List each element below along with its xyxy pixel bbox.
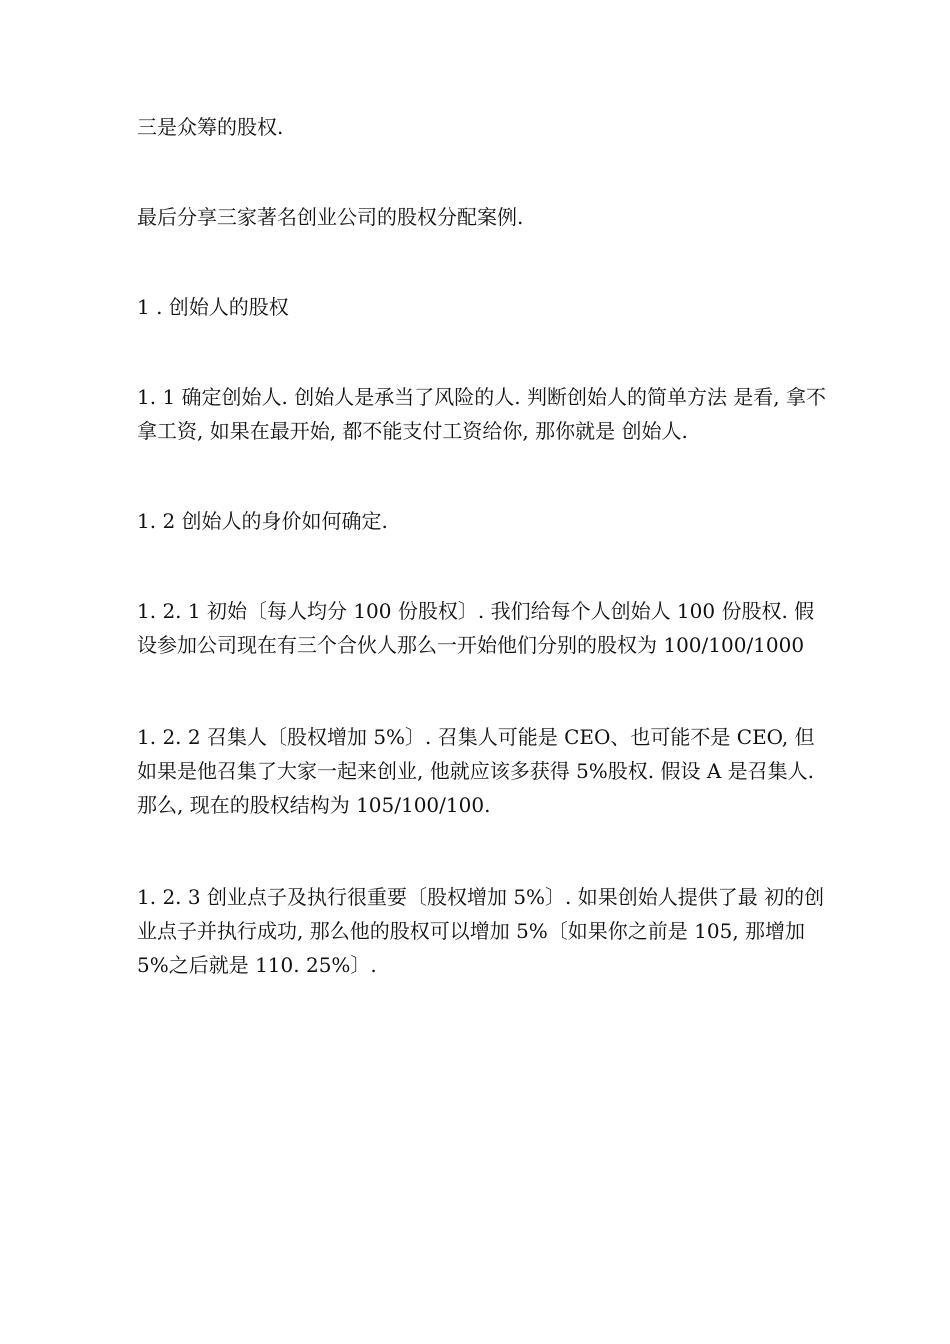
paragraph-idea-execution-bonus: 1. 2. 3 创业点子及执行很重要〔股权增加 5%〕. 如果创始人提供了最 初的创业点子并执行成功, 那么他的股权可以增加 5%〔如果你之前是 105, 那增加 5%之后就是 110. 25%〕. xyxy=(137,885,825,977)
paragraph-initial-shares: 1. 2. 1 初始〔每人均分 100 份股权〕. 我们给每个人创始人 100 份股权. 假设参加公司现在有三个合伙人那么一开始他们分别的股权为 100/100/1000 xyxy=(137,599,815,657)
document-body xyxy=(137,110,832,982)
paragraph-case-intro: 最后分享三家著名创业公司的股权分配案例. xyxy=(137,205,524,229)
subheading-founder-valuation: 1. 2 创始人的身价如何确定. xyxy=(137,509,388,533)
paragraph-crowdfunding-equity: 三是众筹的股权. xyxy=(137,115,284,139)
paragraph-convener-bonus: 1. 2. 2 召集人〔股权增加 5%〕. 召集人可能是 CEO、也可能不是 CEO, 但如果是他召集了大家一起来创业, 他就应该多获得 5%股权. 假设 A 是召集人. 那么, 现在的股权结构为 105/100/100. xyxy=(137,725,815,817)
section-heading-founder-equity: 1 . 创始人的股权 xyxy=(137,295,289,319)
paragraph-determine-founder: 1. 1 确定创始人. 创始人是承当了风险的人. 判断创始人的简单方法 是看, 拿不拿工资, 如果在最开始, 都不能支付工资给你, 那你就是 创始人. xyxy=(137,385,827,443)
